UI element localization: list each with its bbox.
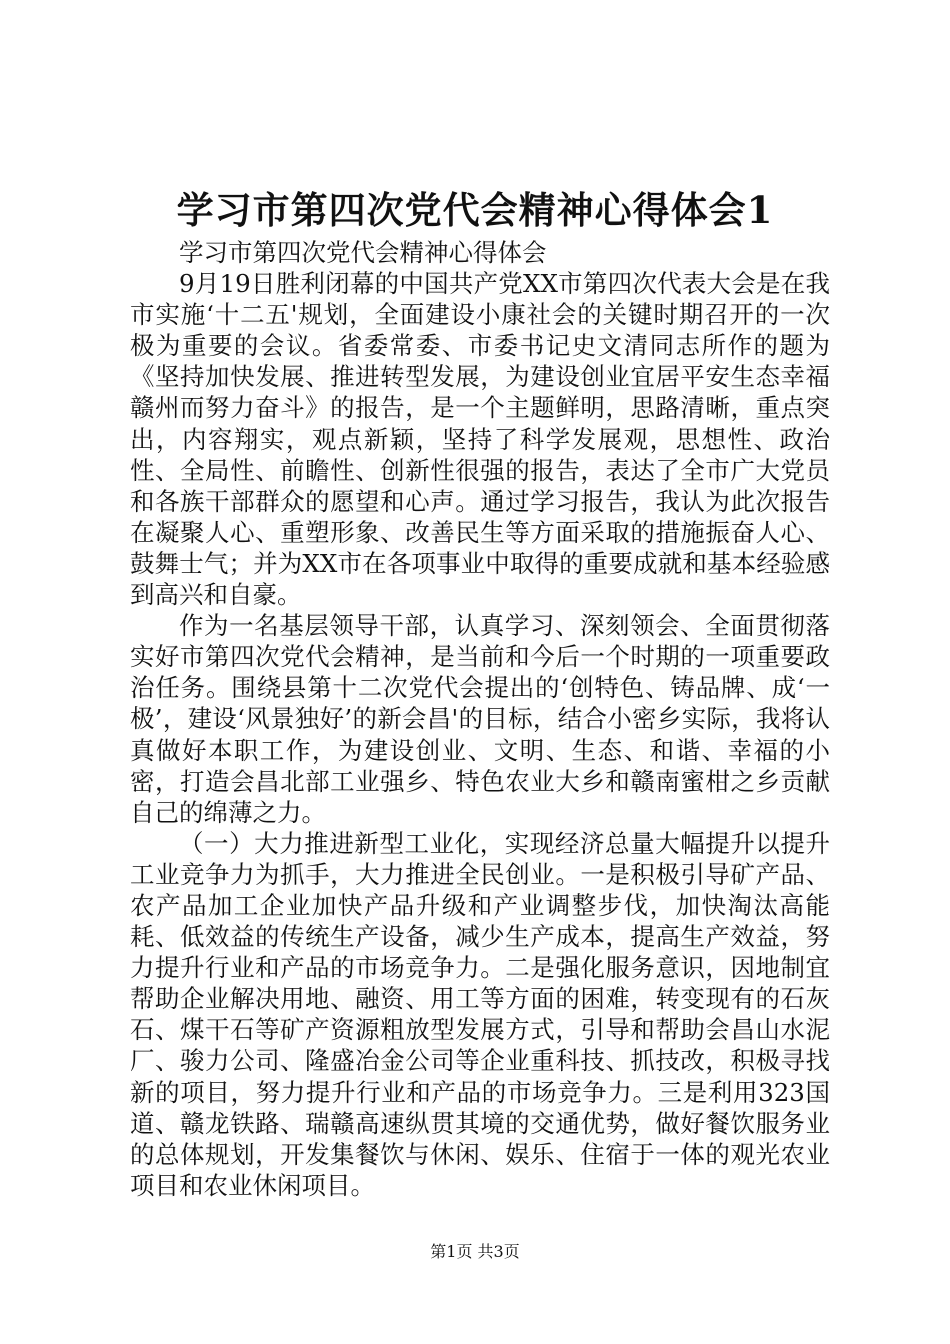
document-title: 学习市第四次党代会精神心得体会1: [176, 188, 774, 232]
document-body: [130, 237, 830, 1201]
paragraph-subtitle: 学习市第四次党代会精神心得体会: [179, 238, 547, 267]
paragraph-2: 作为一名基层领导干部，认真学习、深刻领会、全面贯彻落实好市第四次党代会精神，是当前和今后一个时期的一项重要政治任务。围绕县第十二次党代会提出的‘创特色、铸品牌、成‘一极’，建设‘风景独好’的新会昌'的目标，结合小密乡实际，我将认真做好本职工作，为建设创业、文明、生态、和谐、幸福的小密，打造会昌北部工业强乡、特色农业大乡和赣南蜜柑之乡贡献自己的绵薄之力。: [130, 611, 830, 827]
paragraph-1: 9月19日胜利闭幕的中国共产党XX市第四次代表大会是在我市实施‘十二五'规划，全面建设小康社会的关键时期召开的一次极为重要的会议。省委常委、市委书记史文清同志所作的题为《坚持加快发展、推进转型发展，为建设创业宜居平安生态幸福赣州而努力奋斗》的报告，是一个主题鲜明，思路清晰，重点突出，内容翔实，观点新颖，坚持了科学发展观，思想性、政治性、全局性、前瞻性、创新性很强的报告，表达了全市广大党员和各族干部群众的愿望和心声。通过学习报告，我认为此次报告在凝聚人心、重塑形象、改善民生等方面采取的措施振奋人心、鼓舞士气；并为XX市在各项事业中取得的重要成就和基本经验感到高兴和自豪。: [130, 269, 830, 610]
page-number-footer: 第1页 共3页: [430, 1242, 520, 1261]
paragraph-3: （一）大力推进新型工业化，实现经济总量大幅提升以提升工业竞争力为抓手，大力推进全民创业。一是积极引导矿产品、农产品加工企业加快产品升级和产业调整步伐，加快淘汰高能耗、低效益的传统生产设备，减少生产成本，提高生产效益，努力提升行业和产品的市场竞争力。二是强化服务意识，因地制宜帮助企业解决用地、融资、用工等方面的困难，转变现有的石灰石、煤干石等矿产资源粗放型发展方式，引导和帮助会昌山水泥厂、骏力公司、隆盛冶金公司等企业重科技、抓技改，积极寻找新的项目，努力提升行业和产品的市场竞争力。三是利用323国道、赣龙铁路、瑞赣高速纵贯其境的交通优势，做好餐饮服务业的总体规划，开发集餐饮与休闲、娱乐、住宿于一体的观光农业项目和农业休闲项目。: [130, 828, 830, 1200]
